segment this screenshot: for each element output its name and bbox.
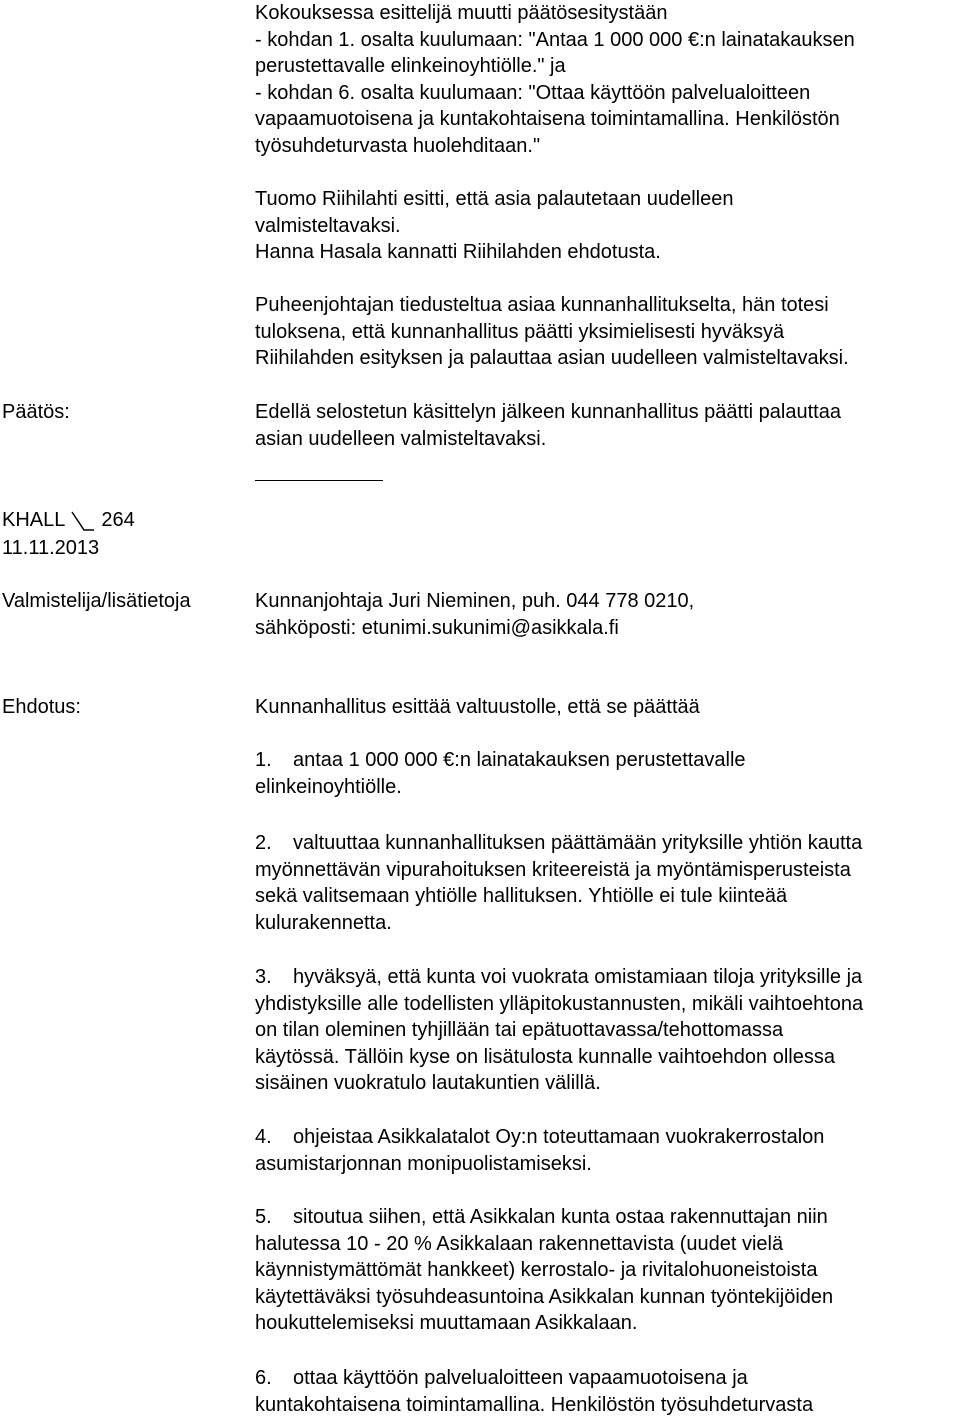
text-line: - kohdan 6. osalta kuulumaan: "Ottaa käyttöön palvelualoitteen <box>255 81 811 104</box>
item-number: 1. <box>255 749 272 771</box>
text-line: kuntakohtaisena toimintamallina. Henkilöstön työsuhdeturvasta <box>255 1393 814 1416</box>
text-line: asian uudelleen valmisteltavaksi. <box>255 427 547 450</box>
text-line <box>255 830 960 857</box>
text-line: käytettäväksi työsuhdeasuntoina Asikkalan kunnan työntekijöiden <box>255 1285 834 1308</box>
text-line: Puheenjohtajan tiedusteltua asiaa kunnanhallitukselta, hän totesi <box>255 294 829 316</box>
text-line: elinkeinoyhtiölle. <box>255 775 402 798</box>
item-number: 6. <box>255 1367 272 1389</box>
text-line: käynnistymättömät hankkeet) kerrostalo- ja rivitalohuoneistoista <box>255 1259 818 1282</box>
proposal-item <box>255 1124 960 1177</box>
section-number: 264 <box>101 509 135 531</box>
text-line: valmisteltavaksi. <box>255 214 401 237</box>
text-line: Tuomo Riihilahti esitti, että asia palautetaan uudelleen <box>255 188 734 210</box>
item-number: 5. <box>255 1206 272 1228</box>
preparer-contact <box>255 588 960 641</box>
item-text: valtuuttaa kunnanhallituksen päättämään yrityksille yhtiön kautta <box>293 832 863 854</box>
text-line: Riihilahden esityksen ja palauttaa asian uudelleen valmisteltavaksi. <box>255 347 849 370</box>
text-line <box>255 747 960 774</box>
item-text: antaa 1 000 000 €:n lainatakauksen perustettavalle <box>293 749 746 771</box>
text-line: - kohdan 1. osalta kuulumaan: "Antaa 1 000 000 €:n lainatakauksen <box>255 28 855 51</box>
proposal-label: Ehdotus: <box>2 696 81 718</box>
proposal-item <box>255 747 960 800</box>
text-line: Edellä selostetun käsittelyn jälkeen kunnanhallitus päätti palauttaa <box>255 401 841 423</box>
text-line <box>255 1365 960 1392</box>
proposal-item <box>255 1365 960 1418</box>
section-divider <box>255 480 383 481</box>
text-line: käytössä. Tällöin kyse on lisätulosta kunnalle vaihtoehdon ollessa <box>255 1045 835 1068</box>
text-line: asumistarjonnan monipuolistamiseksi. <box>255 1152 592 1175</box>
decision-label: Päätös: <box>2 401 70 423</box>
text-line: vapaamuotoisena ja kuntakohtaisena toimintamallina. Henkilöstön <box>255 108 840 131</box>
text-line: Hanna Hasala kannatti Riihilahden ehdotusta. <box>255 241 661 264</box>
item-number: 2. <box>255 832 272 854</box>
item-text: sitoutua siihen, että Asikkalan kunta ostaa rakennuttajan niin <box>293 1206 828 1228</box>
text-line: on tilan oleminen tyhjillään tai epätuottavassa/tehottomassa <box>255 1019 784 1042</box>
text-line: halutessa 10 - 20 % Asikkalaan rakennettavista (uudet vielä <box>255 1232 784 1255</box>
text-line: yhdistyksille alle todellisten ylläpitokustannusten, mikäli vaihtoehtona <box>255 992 864 1015</box>
proposal-item <box>255 1204 960 1337</box>
proposal-intro: Kunnanhallitus esittää valtuustolle, että se päättää <box>255 696 700 718</box>
section-code: KHALL <box>2 509 66 531</box>
chair-paragraph <box>255 292 960 372</box>
text-line: perustettavalle elinkeinoyhtiölle." ja <box>255 55 566 78</box>
item-text: ohjeistaa Asikkalatalot Oy:n toteuttamaan vuokrakerrostalon <box>293 1126 825 1148</box>
text-line: sekä valitsemaan yhtiölle hallituksen. Yhtiölle ei tule kiinteää <box>255 885 788 908</box>
section-date: 11.11.2013 <box>2 537 100 559</box>
text-line <box>255 1204 960 1231</box>
text-line: työsuhdeturvasta huolehditaan." <box>255 134 541 157</box>
text-line: sisäinen vuokratulo lautakuntien välillä. <box>255 1072 601 1095</box>
item-text: hyväksyä, että kunta voi vuokrata omistamiaan tiloja yrityksille ja <box>293 966 863 988</box>
text-line: kulurakennetta. <box>255 911 392 934</box>
item-text: ottaa käyttöön palvelualoitteen vapaamuotoisena ja <box>293 1367 748 1389</box>
text-line: myönnettävän vipurahoituksen kriteereistä ja myöntämisperusteista <box>255 858 851 881</box>
item-number: 4. <box>255 1126 272 1148</box>
motion-paragraph <box>255 186 960 266</box>
text-line: sähköposti: etunimi.sukunimi@asikkala.fi <box>255 616 619 639</box>
preparer-label: Valmistelija/lisätietoja <box>2 590 191 612</box>
text-line: houkuttelemiseksi muuttamaan Asikkalaan. <box>255 1312 638 1335</box>
amendment-paragraph <box>255 0 960 160</box>
text-line: Kunnanjohtaja Juri Nieminen, puh. 044 778 0210, <box>255 590 695 612</box>
proposal-item <box>255 964 960 1097</box>
text-line: tuloksena, että kunnanhallitus päätti yksimielisesti hyväksyä <box>255 320 785 343</box>
item-number: 3. <box>255 966 272 988</box>
text-line <box>255 964 960 991</box>
proposal-item <box>255 830 960 936</box>
text-line: Kokouksessa esittelijä muutti päätösesitystään <box>255 2 668 24</box>
text-line <box>255 1124 960 1151</box>
decision-text <box>255 399 960 452</box>
